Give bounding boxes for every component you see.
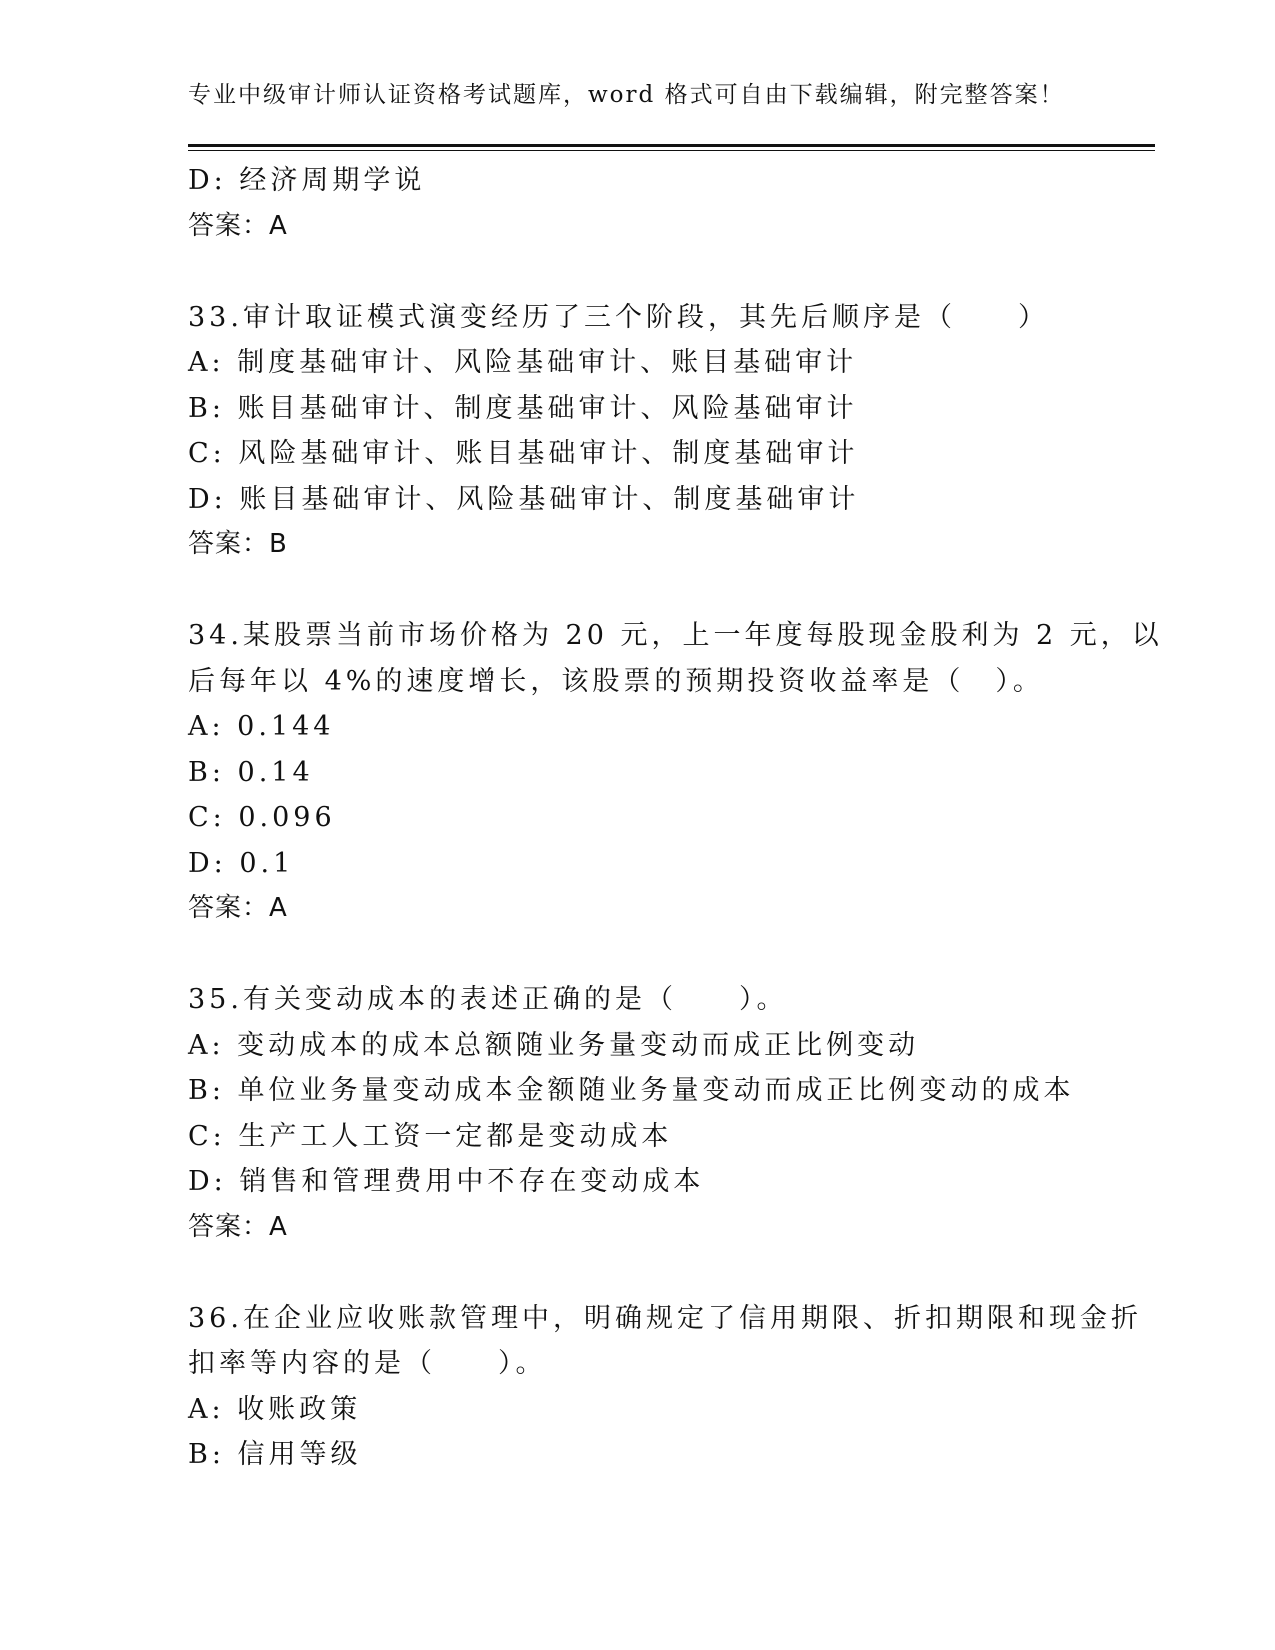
question-content xyxy=(188,158,1163,1478)
option-b: B: 0.14 xyxy=(188,756,314,788)
option-a: A: 0.144 xyxy=(188,711,335,742)
option-b: B: 单位业务量变动成本金额随业务量变动而成正比例变动的成本 xyxy=(188,1075,1075,1106)
prev-option-d: D: 经济周期学说 xyxy=(188,165,426,196)
spacer xyxy=(188,1250,1088,1296)
page-header: 专业中级审计师认证资格考试题库，word 格式可自由下载编辑，附完整答案！ xyxy=(188,82,1065,108)
option-c: C: 生产工人工资一定都是变动成本 xyxy=(188,1120,673,1152)
option-a: A: 收账政策 xyxy=(188,1393,362,1425)
option-d: D: 销售和管理费用中不存在变动成本 xyxy=(188,1166,705,1197)
header-rule-thick xyxy=(188,144,1155,147)
option-c: C: 0.096 xyxy=(188,802,336,833)
answer: 答案：A xyxy=(188,1211,288,1242)
question-35 xyxy=(188,977,1088,1250)
question-stem: 35.有关变动成本的表述正确的是（ ）。 xyxy=(188,984,788,1015)
question-stem-line-1: 34.某股票当前市场价格为 20 元，上一年度每股现金股利为 2 元，以 xyxy=(188,620,1163,651)
spacer xyxy=(188,932,1088,978)
option-c: C: 风险基础审计、账目基础审计、制度基础审计 xyxy=(188,438,859,469)
question-stem: 33.审计取证模式演变经历了三个阶段，其先后顺序是（ ） xyxy=(188,301,1049,333)
option-a: A: 变动成本的成本总额随业务量变动而成正比例变动 xyxy=(188,1029,920,1061)
question-34 xyxy=(188,613,1163,932)
option-d: D: 0.1 xyxy=(188,847,295,879)
answer: 答案：A xyxy=(188,893,288,923)
question-33 xyxy=(188,295,1088,568)
option-b: B: 账目基础审计、制度基础审计、风险基础审计 xyxy=(188,392,858,424)
spacer xyxy=(188,249,1088,295)
question-stem-line-2: 扣率等内容的是（ ）。 xyxy=(188,1348,547,1379)
header-rule-thin xyxy=(188,150,1155,151)
question-stem-line-1: 36.在企业应收账款管理中，明确规定了信用期限、折扣期限和现金折 xyxy=(188,1302,1142,1334)
option-b: B: 信用等级 xyxy=(188,1439,362,1470)
option-d: D: 账目基础审计、风险基础审计、制度基础审计 xyxy=(188,483,860,515)
option-a: A: 制度基础审计、风险基础审计、账目基础审计 xyxy=(188,347,858,378)
prev-answer: 答案：A xyxy=(188,210,288,241)
spacer xyxy=(188,568,1088,614)
question-stem-line-2: 后每年以 4%的速度增长，该股票的预期投资收益率是（ ）。 xyxy=(188,665,1044,697)
question-36 xyxy=(188,1296,1142,1478)
answer: 答案：B xyxy=(188,529,288,559)
